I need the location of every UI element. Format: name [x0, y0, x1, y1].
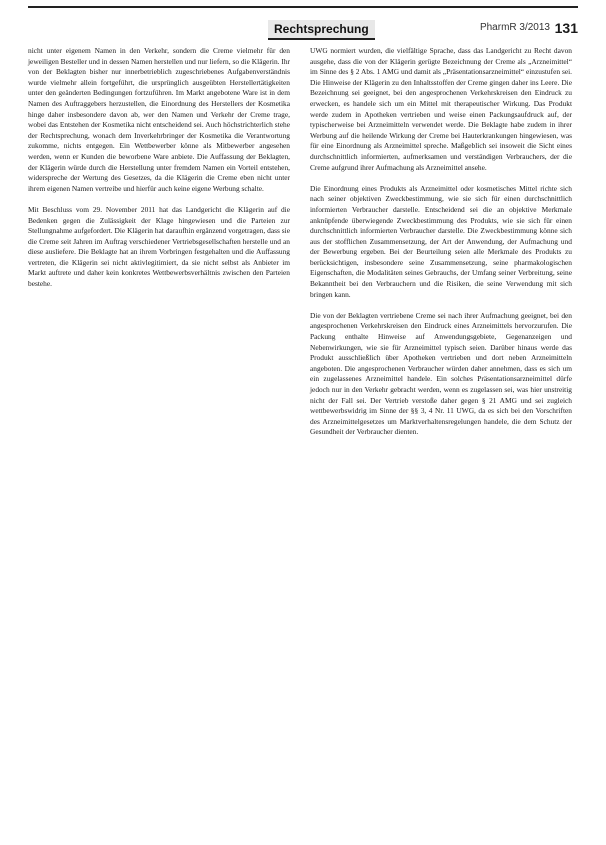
left-column — [28, 46, 290, 290]
paragraph: Mit Beschluss vom 29. November 2011 hat das Landgericht die Klägerin auf die Bedenken gegen die Zulässigkeit der Klage hingewiesen und die Parteien zur Stellungnahme aufgefordert. Die Klägerin hat daraufhin ergänzend vorgetragen, dass sie die Creme seit Jahren im Auftrag verschiedener Vertriebsgesellschaften herstelle und an diese ausliefere. Die Beklagte hat an ihrem Vorbringen festgehalten und die Auffassung vertreten, die Klägerin sei nicht aktivlegitimiert, da sie nicht selbst als Anbieter im Markt auftrete und daher kein konkretes Wettbewerbsverhältnis zwischen den Parteien bestehe. — [28, 204, 290, 289]
page-number: 131 — [554, 20, 578, 36]
right-column — [310, 46, 572, 438]
paragraph: nicht unter eigenem Namen in den Verkehr, sondern die Creme vielmehr für den jeweiligen Besteller und in dessen Namen herstellen und nur liefern, so die Klägerin. Ihr von der Beklagten bisher nur innerbetrieblich zugeschriebenes Aufgabenverständnis wurde vielmehr allein fortgeführt, die ursprünglich ausgeübten Herstellertätigkeiten unter den geänderten Bedingungen fortzuführen. Im Markt angebotene Ware ist in dem Namen des Auftraggebers herzustellen, die Einordnung des Herstellers der Kosmetika hinge daher insbesondere davon ab, wer den Namen und Verkehr der Creme trage, wobei das Entstehen der Kosmetika nicht entscheidend sei. Auch höchstrichterlich stehe der Rechtsprechung, wonach dem Inverkehrbringer der Kosmetika die Verantwortung zukomme, nichts entgegen. Ein Wettbewerber könne als Mitbewerber angesehen werden, wenn er Kunden die beworbene Ware anbiete. Die Auffassung der Beklagten, der Klägerin würde durch die Herstellung unter fremdem Namen ein Vorteil entstehen, widerspreche der Wertung des Gesetzes, da die Klägerin die Creme eben nicht unter ihrem eigenen Namen vertreibe und hierfür auch keine eigene Werbung schalte. — [28, 46, 290, 193]
journal-reference: PharmR 3/2013 — [479, 22, 550, 33]
page-header — [28, 20, 578, 40]
paragraph: Die von der Beklagten vertriebene Creme sei nach ihrer Aufmachung geeignet, bei den angesprochenen Verkehrskreisen den Eindruck eines Arzneimittels hervorzurufen. Die Packung enthalte Hinweise auf Anwendungsgebiete, Gegenanzeigen und Nebenwirkungen, wie sie für Arzneimittel typisch seien. Darüber hinaus werde das Produkt ausschließlich über Apotheken vertrieben und dort neben Arzneimitteln angeboten. Die angesprochenen Verbraucher würden daher annehmen, dass es sich um ein zugelassenes Arzneimittel handele. Ein solches Präsentationsarzneimittel dürfe jedoch nur in den Verkehr gebracht werden, wenn es zugelassen sei, was hier unstreitig nicht der Fall sei. Der Vertrieb verstoße daher gegen § 21 AMG und sei zugleich wettbewerbswidrig im Sinne der §§ 3, 4 Nr. 11 UWG, da es sich bei den Vorschriften des Arzneimittelgesetzes um Marktverhaltensregelungen handele, die dem Schutz der Gesundheit der Verbraucher dienten. — [310, 310, 572, 437]
section-title: Rechtsprechung — [268, 20, 375, 40]
paragraph: Die Einordnung eines Produkts als Arzneimittel oder kosmetisches Mittel richte sich nach seiner objektiven Zweckbestimmung, wie sie sich für einen durchschnittlich informierten Verbraucher darstelle. Entscheidend sei die an objektive Merkmale anknüpfende überwiegende Zweckbestimmung des Produkts, wie sie sich für einen durchschnittlich informierten Verbraucher darstelle. Die Zweckbestimmung könne sich aus der stofflichen Zusammensetzung, der Art der Anwendung, der Aufmachung und der Bewerbung ergeben. Bei der Beurteilung seien alle Merkmale des Produkts zu berücksichtigen, insbesondere seine Zusammensetzung, seine pharmakologischen Eigenschaften, die Modalitäten seines Gebrauchs, der Umfang seiner Verbreitung, seine Bekanntheit bei den Verbrauchern und die Risiken, die seine Verwendung mit sich bringen kann. — [310, 183, 572, 299]
top-rule — [28, 6, 578, 8]
paragraph: UWG normiert wurden, die vielfältige Sprache, dass das Landgericht zu Recht davon ausgehe, dass die von der Klägerin gerügte Bezeichnung der Creme als „Arzneimittel“ im Sinne des § 2 Abs. 1 AMG und damit als „Präsentationsarzneimittel“ einzustufen sei. Die Hinweise der Klägerin zu den Inhaltsstoffen der Creme gingen daher ins Leere. Die Bezeichnung sei geeignet, bei den angesprochenen Verkehrskreisen den Eindruck zu erwecken, es handele sich um ein Mittel mit therapeutischer Wirkung. Das Produkt werde zudem in Apotheken vertrieben und weise einen Packungsaufdruck auf, der typischerweise bei Arzneimitteln verwendet werde. Die Beklagte habe zudem in ihrer Werbung auf die heilende Wirkung der Creme bei Hauterkrankungen hingewiesen, was für eine Einordnung als Arzneimittel spreche. Maßgeblich sei insoweit die Sicht eines durchschnittlich informierten, aufmerksamen und verständigen Verbrauchers, der die Creme aufgrund ihrer Aufmachung als Arzneimittel ansehe. — [310, 46, 572, 172]
